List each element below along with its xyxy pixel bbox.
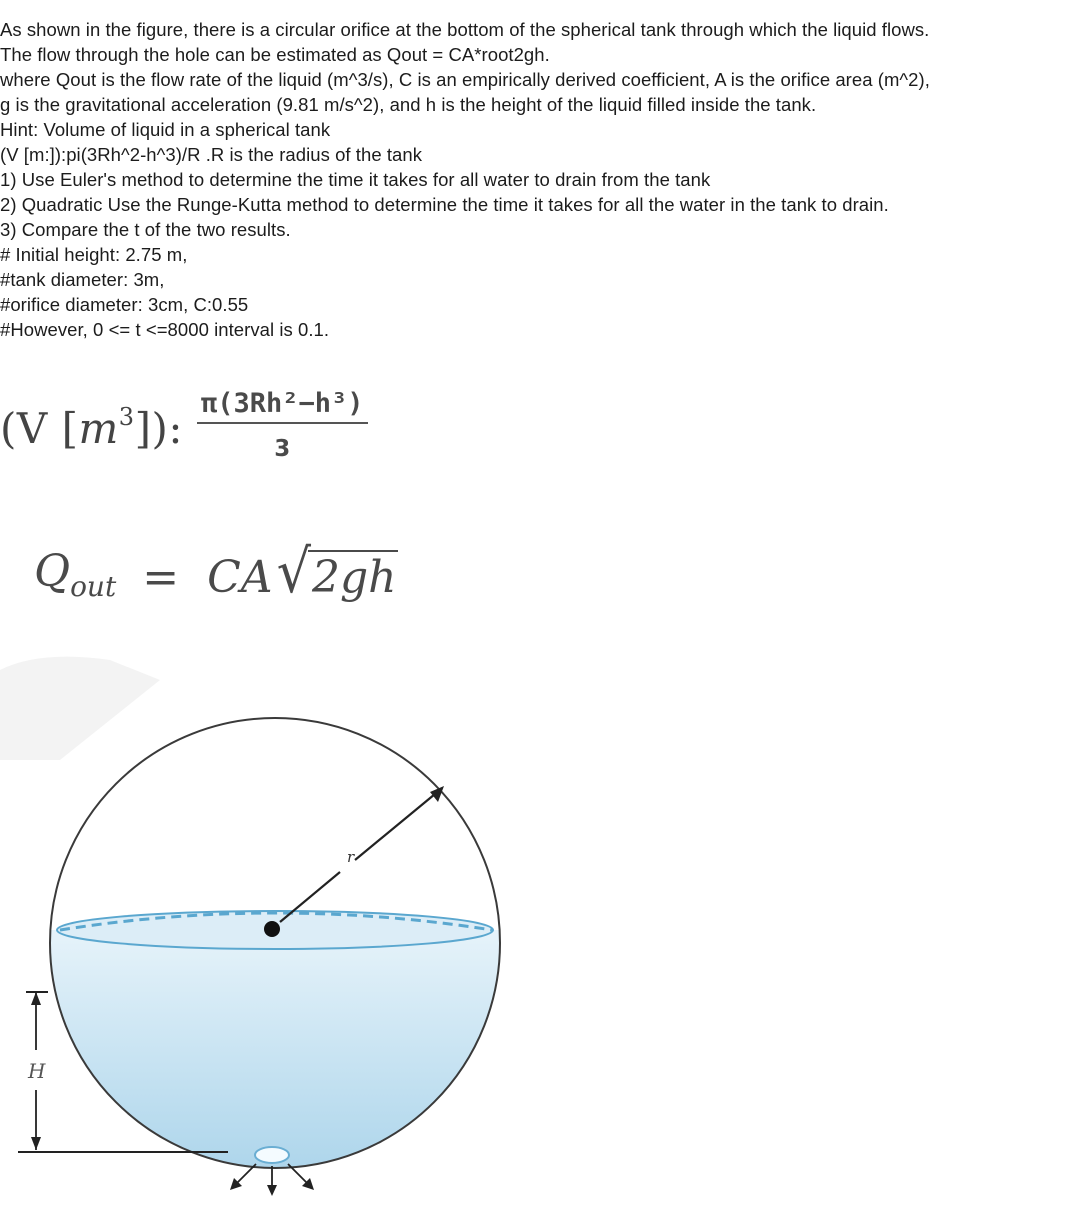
height-arrowhead-up	[31, 992, 41, 1005]
problem-line: As shown in the figure, there is a circular orifice at the bottom of the spherical tank through which the liquid flows.	[0, 19, 930, 40]
problem-line: (V [m:]):pi(3Rh^2-h^3)/R .R is the radius of the tank	[0, 144, 423, 165]
volume-formula	[0, 378, 368, 478]
flow-formula	[34, 536, 398, 607]
outflow-arrowhead	[267, 1185, 277, 1196]
radius-line	[355, 794, 435, 860]
height-label: H	[28, 1059, 46, 1083]
spherical-tank-figure	[0, 640, 540, 1217]
volume-denominator: 3	[274, 436, 291, 462]
volume-formula-label: (V $[m^3]$):	[0, 403, 183, 453]
volume-numerator: π(3Rh²−h³)	[197, 388, 368, 424]
height-arrowhead-down	[31, 1137, 41, 1150]
flow-ca: CA	[207, 552, 273, 603]
problem-line: Hint: Volume of liquid in a spherical tank	[0, 119, 331, 140]
background-smudge	[0, 657, 160, 760]
flow-equals: =	[142, 552, 180, 603]
volume-fraction	[197, 388, 368, 462]
flow-q-symbol: $Q_{out}$	[34, 546, 117, 603]
radius-arrowhead	[430, 786, 444, 802]
center-point	[264, 921, 280, 937]
problem-line: # Initial height: 2.75 m,	[0, 244, 188, 265]
problem-line: 1) Use Euler's method to determine the time it takes for all water to drain from the tank	[0, 169, 711, 190]
problem-line: where Qout is the flow rate of the liquid (m^3/s), C is an empirically derived coefficient, A is the orifice area (m^2),	[0, 69, 930, 90]
problem-line: The flow through the hole can be estimated as Qout = CA*root2gh.	[0, 44, 550, 65]
problem-line: #However, 0 <= t <=8000 interval is 0.1.	[0, 319, 330, 340]
problem-text	[0, 17, 1075, 342]
problem-line: #tank diameter: 3m,	[0, 269, 165, 290]
sqrt-icon: √	[276, 536, 311, 607]
problem-line: g is the gravitational acceleration (9.81 m/s^2), and h is the height of the liquid filled inside the tank.	[0, 94, 817, 115]
problem-line: 2) Quadratic Use the Runge-Kutta method to determine the time it takes for all the water in the tank to drain.	[0, 194, 889, 215]
orifice	[255, 1147, 289, 1163]
problem-line: #orifice diameter: 3cm, C:0.55	[0, 294, 249, 315]
flow-sqrt-argument: 2gh	[308, 550, 399, 603]
radius-label: r	[347, 848, 355, 866]
problem-line: 3) Compare the t of the two results.	[0, 219, 291, 240]
